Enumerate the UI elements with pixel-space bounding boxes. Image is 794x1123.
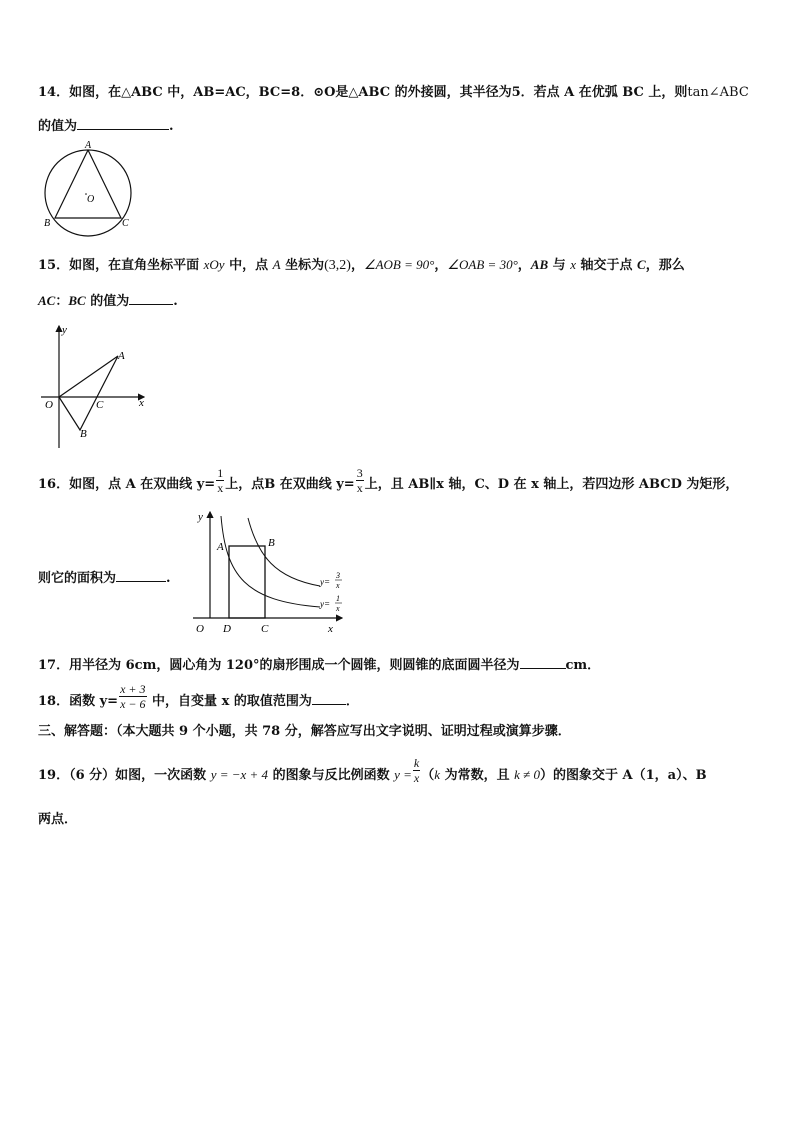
q15-comma3: ，	[517, 258, 531, 273]
q14-text: 14．如图，在△ABC 中，AB=AC，BC=8．⊙O是△ABC 的外接圆，其半径为5．若点 A 在优弧 BC 上，则	[38, 85, 688, 100]
q16-frac2-den: x	[356, 481, 363, 495]
q19-k-den: x	[413, 771, 420, 785]
q16-curve3-num: 3	[336, 571, 340, 580]
section-three-text: 三、解答题：（本大题共 9 个小题，共 78 分，解答应写出文字说明、证明过程或演算步骤．	[38, 724, 571, 739]
q19-k-num: k	[413, 756, 420, 770]
q16-curve1-den: x	[336, 604, 340, 613]
q15-label-y: y	[62, 324, 67, 336]
q18-text-a: 18．函数 y=	[38, 694, 119, 709]
q17-text: 17．用半径为 6cm，圆心角为 120°的扇形围成一个圆锥，则圆锥的底面圆半径为	[38, 658, 520, 673]
q14-label-b: B	[44, 218, 51, 229]
q18-fraction	[119, 682, 146, 711]
q15-label-a: A	[118, 350, 125, 362]
q16-curve1-label: y=	[320, 599, 331, 609]
q16-answer-blank[interactable]	[116, 569, 166, 582]
q16-frac1-num: 1	[217, 466, 224, 480]
q18-denominator: x − 6	[120, 697, 146, 711]
q19-text-e: ）的图象交于 A（1，a）、B	[540, 768, 707, 783]
q15-text-a: 15．如图，在直角坐标平面	[38, 258, 204, 273]
q15-label-c: C	[96, 399, 104, 411]
q19-k-over-x	[413, 756, 420, 785]
q15-text-g: 与	[548, 258, 571, 273]
q14-label-o: O	[87, 194, 95, 205]
q15-label-b: B	[80, 428, 87, 440]
q14-label-c: C	[122, 218, 129, 229]
q14-period: .	[169, 119, 174, 134]
q17-answer-blank[interactable]	[520, 656, 566, 669]
q16-label-b: B	[268, 537, 275, 549]
q15-point-c: C	[637, 257, 646, 272]
q14-center-dot	[85, 193, 87, 195]
q15-label-x: x	[139, 397, 144, 409]
q15-comma2: ，	[434, 258, 448, 273]
q15-point-a: A	[272, 257, 281, 272]
q15-ab: AB	[530, 257, 549, 272]
q16-answer-label: 则它的面积为	[38, 571, 117, 586]
q16-frac2-num: 3	[356, 466, 363, 480]
q16-frac-3-over-x	[356, 466, 364, 495]
q14-answer-label: 的值为	[38, 119, 78, 134]
q15-x: x	[570, 257, 576, 272]
q16-label-c: C	[261, 623, 269, 635]
q16-text-c: 上，且 AB∥x 轴，C、D 在 x 轴上，若四边形 ABCD 为矩形，	[364, 477, 739, 492]
q19-k: k	[434, 767, 441, 782]
q16-curve1-num: 1	[336, 594, 340, 603]
q19-text-a: 19．（6 分）如图，一次函数	[38, 768, 211, 783]
q18-line	[38, 682, 359, 711]
q16-label-x: x	[328, 623, 333, 635]
q15-angle-aob: ∠AOB = 90°	[363, 257, 435, 272]
q16-frac1-den: x	[217, 481, 224, 495]
q15-bc: BC	[68, 293, 86, 308]
q19-linear-eq: y = −x + 4	[210, 767, 269, 782]
q14-line1	[38, 86, 749, 99]
q16-text-b: 上，点B 在双曲线 y=	[225, 477, 355, 492]
q14-tan: tan∠ABC	[687, 85, 749, 100]
q19-text-d: 为常数，且	[440, 768, 515, 783]
q16-label-d: D	[223, 623, 231, 635]
q15-text-d: 的值为	[85, 294, 130, 309]
q15-ac: AC	[38, 293, 56, 308]
q16-line1	[38, 466, 739, 495]
q19-line2	[38, 813, 77, 826]
section-three-heading	[38, 725, 571, 738]
q16-curve-1-over-x	[221, 516, 320, 607]
q14-line2	[38, 117, 174, 133]
q15-period: .	[173, 294, 178, 309]
q16-text-a: 16．如图，点 A 在双曲线 y=	[38, 477, 216, 492]
q16-period: .	[166, 571, 171, 586]
q14-circle	[45, 150, 131, 236]
q15-line1	[38, 258, 685, 273]
q18-text-b: 中，自变量 x 的取值范围为	[147, 694, 312, 709]
q15-text-h: 轴交于点	[575, 258, 638, 273]
q17-line	[38, 656, 600, 672]
q16-curve3-den: x	[336, 581, 340, 590]
q15-triangle	[59, 356, 118, 430]
q16-frac-1-over-x	[216, 466, 224, 495]
q18-numerator: x + 3	[120, 682, 146, 696]
q19-k-neq-0: k ≠ 0	[514, 767, 541, 782]
q16-label-y: y	[198, 511, 203, 523]
q15-angle-oab: ∠OAB = 30°	[447, 257, 518, 272]
q19-line1	[38, 756, 707, 785]
q15-figure	[36, 320, 156, 450]
q19-paren: （	[421, 768, 435, 783]
q19-y-equals: y =	[394, 767, 412, 782]
q16-line2	[38, 569, 171, 585]
q18-period: ．	[345, 694, 359, 709]
q15-ratio-colon: ：	[55, 294, 69, 309]
q17-unit: cm．	[565, 658, 601, 673]
q15-coord: (3,2)	[324, 258, 351, 273]
q15-answer-blank[interactable]	[129, 292, 173, 305]
q19-text-line2: 两点．	[38, 812, 78, 827]
q14-figure	[40, 138, 140, 238]
q15-text-b: 中，点	[224, 258, 273, 273]
q14-answer-blank[interactable]	[77, 117, 169, 130]
q16-rectangle-abcd	[229, 546, 265, 618]
q15-text-i: ，那么	[645, 258, 685, 273]
q16-label-o: O	[196, 623, 204, 635]
q19-text-b: 的图象与反比例函数	[268, 768, 395, 783]
q14-triangle	[55, 150, 121, 218]
q15-line2	[38, 292, 178, 308]
q16-figure	[190, 506, 350, 638]
q16-curve-3-over-x	[248, 518, 320, 586]
q16-label-a: A	[217, 541, 224, 553]
q15-xoy: xOy	[203, 257, 225, 272]
q15-comma1: ，	[350, 258, 364, 273]
q15-text-c: 坐标为	[280, 258, 325, 273]
q15-label-o: O	[45, 399, 53, 411]
q14-label-a: A	[85, 140, 92, 151]
q18-answer-blank[interactable]	[312, 692, 346, 705]
q16-curve3-label: y=	[320, 577, 331, 587]
